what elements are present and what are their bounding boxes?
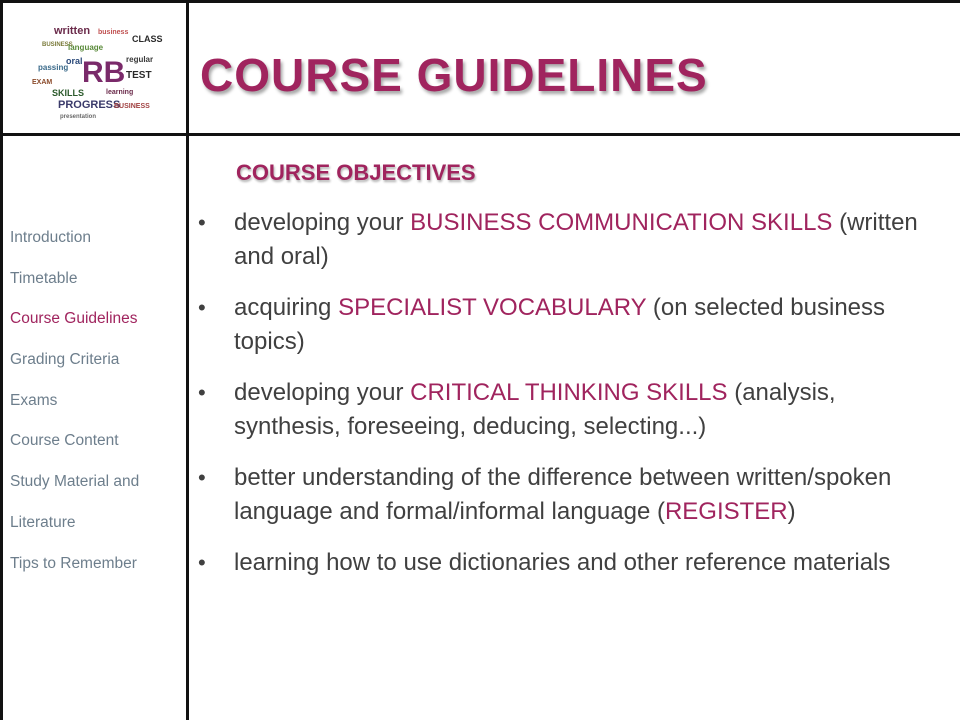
objective-text: (on selected business topics) <box>234 294 886 355</box>
svg-text:passing: passing <box>38 63 69 72</box>
objective-highlight: REGISTER <box>664 498 788 525</box>
sidebar-item-tips[interactable]: Tips to Remember <box>10 554 137 572</box>
frame-left-border <box>0 0 3 720</box>
objective-text: acquiring <box>234 294 339 321</box>
svg-text:BUSINESS: BUSINESS <box>42 42 73 48</box>
svg-text:TEST: TEST <box>126 70 152 81</box>
objective-text: (analysis, synthesis, foreseeing, deducing, selecting...) <box>234 379 836 440</box>
sidebar-item-introduction[interactable]: Introduction <box>10 229 91 246</box>
frame-top-border <box>0 0 960 3</box>
objective-text: developing your <box>234 209 411 236</box>
svg-text:RB: RB <box>82 56 126 89</box>
svg-text:oral: oral <box>66 56 83 66</box>
sidebar-item-exams[interactable]: Exams <box>10 391 58 409</box>
objective-text: learning how to use dictionaries and other reference materials <box>234 549 891 576</box>
objective-item <box>198 206 948 274</box>
objective-text: (written and oral) <box>234 209 918 270</box>
page-title: COURSE GUIDELINES <box>200 49 708 101</box>
bullet-icon: • <box>198 550 206 575</box>
bullet-icon: • <box>198 380 206 405</box>
svg-text:written: written <box>54 25 91 37</box>
section-subtitle: COURSE OBJECTIVES <box>236 160 476 185</box>
objective-highlight: SPECIALIST VOCABULARY <box>338 294 647 321</box>
objective-text: ) <box>787 498 796 525</box>
objective-highlight: BUSINESS COMMUNICATION SKILLS <box>410 209 833 236</box>
word-cloud-image <box>22 12 172 124</box>
objective-text: developing your <box>234 379 411 406</box>
svg-text:PROGRESS: PROGRESS <box>58 99 121 111</box>
svg-text:EXAM: EXAM <box>32 79 53 86</box>
sidebar-item-course-content[interactable]: Course Content <box>10 432 119 450</box>
objective-item <box>198 461 948 529</box>
sidebar-nav <box>10 226 182 592</box>
objective-item <box>198 376 948 444</box>
svg-text:regular: regular <box>126 55 154 64</box>
svg-text:presentation: presentation <box>60 114 97 120</box>
frame-divider-horizontal <box>0 133 960 136</box>
sidebar-item-grading-criteria[interactable]: Grading Criteria <box>10 351 120 369</box>
bullet-icon: • <box>198 295 206 320</box>
svg-text:BUSINESS: BUSINESS <box>114 103 150 110</box>
objective-item <box>198 291 948 359</box>
sidebar-item-timetable[interactable]: Timetable <box>10 269 78 287</box>
sidebar-item-course-guidelines[interactable]: Course Guidelines <box>10 310 138 328</box>
svg-text:language: language <box>68 43 104 52</box>
sidebar-item-study-material[interactable]: Study Material and <box>10 473 140 491</box>
frame-divider-vertical <box>186 0 189 720</box>
sidebar-item-literature[interactable]: Literature <box>10 513 76 531</box>
svg-text:CLASS: CLASS <box>132 34 163 44</box>
svg-text:SKILLS: SKILLS <box>52 88 85 98</box>
objective-text: better understanding of the difference between written/spoken language and formal/informal language ( <box>234 464 892 525</box>
svg-text:business: business <box>98 29 129 36</box>
word-cloud-logo <box>22 12 172 124</box>
objective-item <box>198 546 948 580</box>
svg-text:learning: learning <box>106 89 134 96</box>
objectives-list <box>198 206 948 597</box>
objective-highlight: CRITICAL THINKING SKILLS <box>410 379 728 406</box>
bullet-icon: • <box>198 210 206 235</box>
bullet-icon: • <box>198 465 206 490</box>
